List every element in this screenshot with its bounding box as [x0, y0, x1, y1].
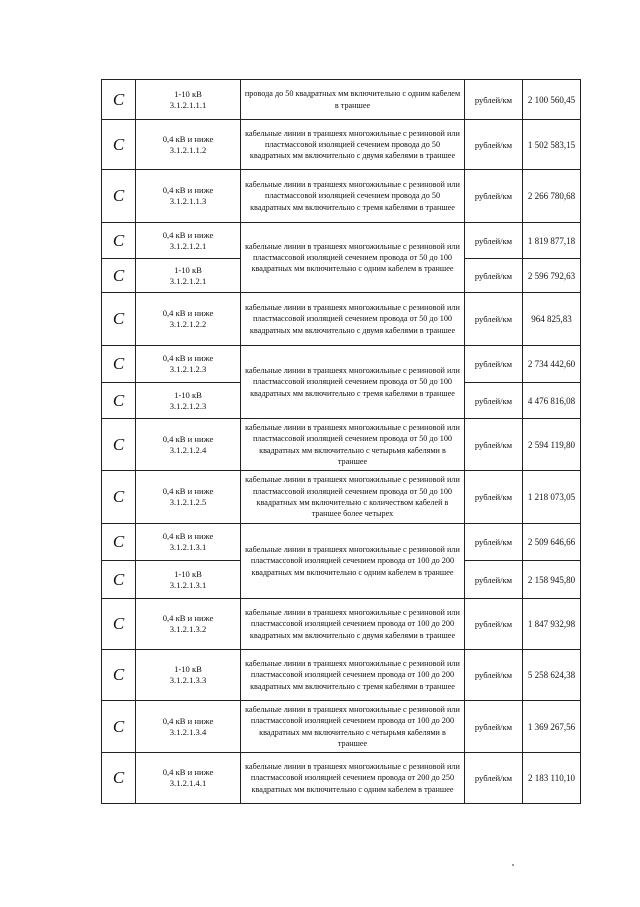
rate-value: 964 825,83 — [523, 293, 581, 346]
rate-symbol: C — [102, 471, 136, 524]
table-row — [102, 293, 581, 346]
table-row — [102, 471, 581, 524]
cable-line-description: кабельные линии в траншеях многожильные с резиновой или пластмассовой изоляцией сечением провода от 50 до 100 квадратных мм включительно с двумя кабелями в траншее — [241, 293, 465, 346]
voltage-class-code: 0,4 кВ и ниже 3.1.2.1.1.2 — [136, 120, 241, 170]
voltage-class-code: 1-10 кВ 3.1.2.1.1.1 — [136, 80, 241, 120]
voltage-class-code: 0,4 кВ и ниже 3.1.2.1.2.4 — [136, 419, 241, 471]
rate-symbol: C — [102, 419, 136, 471]
unit-cell: рублей/км — [465, 524, 523, 561]
cable-line-description: кабельные линии в траншеях многожильные с резиновой или пластмассовой изоляцией сечением провода от 50 до 100 квадратных мм включительно с четырьмя кабелями в траншее — [241, 419, 465, 471]
rate-symbol: C — [102, 650, 136, 701]
table-row — [102, 524, 581, 561]
rate-value: 5 258 624,38 — [523, 650, 581, 701]
rate-value: 1 847 932,98 — [523, 599, 581, 650]
scan-speck — [512, 864, 514, 866]
voltage-class-code: 0,4 кВ и ниже 3.1.2.1.2.5 — [136, 471, 241, 524]
rate-symbol: C — [102, 599, 136, 650]
cable-line-description: кабельные линии в траншеях многожильные с резиновой или пластмассовой изоляцией сечением провода от 200 до 250 квадратных мм включительно с одним кабелем в траншее — [241, 753, 465, 804]
table-row — [102, 701, 581, 753]
rate-symbol: C — [102, 524, 136, 561]
unit-cell: рублей/км — [465, 701, 523, 753]
cable-line-description: кабельные линии в траншеях многожильные с резиновой или пластмассовой изоляцией сечением провода от 100 до 200 квадратных мм включительно с одним кабелем в траншее — [241, 524, 465, 599]
cable-line-description: кабельные линии в траншеях многожильные с резиновой или пластмассовой изоляцией сечением провода до 50 квадратных мм включительно с тремя кабелями в траншее — [241, 170, 465, 223]
voltage-class-code: 0,4 кВ и ниже 3.1.2.1.2.1 — [136, 223, 241, 259]
cable-line-description: кабельные линии в траншеях многожильные с резиновой или пластмассовой изоляцией сечением провода от 50 до 100 квадратных мм включительно с одним кабелем в траншее — [241, 223, 465, 293]
unit-cell: рублей/км — [465, 346, 523, 383]
unit-cell: рублей/км — [465, 170, 523, 223]
cable-line-description: кабельные линии в траншеях многожильные с резиновой или пластмассовой изоляцией сечением провода от 100 до 200 квадратных мм включительно с четырьмя кабелями в траншее — [241, 701, 465, 753]
unit-cell: рублей/км — [465, 259, 523, 293]
rate-symbol: C — [102, 383, 136, 419]
rate-value: 4 476 816,08 — [523, 383, 581, 419]
cable-line-description: кабельные линии в траншеях многожильные с резиновой или пластмассовой изоляцией сечением провода от 100 до 200 квадратных мм включительно с тремя кабелями в траншее — [241, 650, 465, 701]
unit-cell: рублей/км — [465, 650, 523, 701]
rate-symbol: C — [102, 753, 136, 804]
cable-line-description: кабельные линии в траншеях многожильные с резиновой или пластмассовой изоляцией сечением провода от 50 до 100 квадратных мм включительно с тремя кабелями в траншее — [241, 346, 465, 419]
rate-symbol: C — [102, 259, 136, 293]
rate-symbol: C — [102, 346, 136, 383]
table-row — [102, 80, 581, 120]
table-row — [102, 223, 581, 259]
voltage-class-code: 0,4 кВ и ниже 3.1.2.1.3.2 — [136, 599, 241, 650]
voltage-class-code: 0,4 кВ и ниже 3.1.2.1.4.1 — [136, 753, 241, 804]
voltage-class-code: 0,4 кВ и ниже 3.1.2.1.2.2 — [136, 293, 241, 346]
table-row — [102, 419, 581, 471]
rate-value: 2 596 792,63 — [523, 259, 581, 293]
tariff-table-body — [102, 80, 581, 804]
voltage-class-code: 0,4 кВ и ниже 3.1.2.1.3.1 — [136, 524, 241, 561]
cable-line-description: провода до 50 квадратных мм включительно с одним кабелем в траншее — [241, 80, 465, 120]
rate-value: 2 100 560,45 — [523, 80, 581, 120]
table-row — [102, 120, 581, 170]
cable-line-description: кабельные линии в траншеях многожильные с резиновой или пластмассовой изоляцией сечением провода до 50 квадратных мм включительно с двумя кабелями в траншее — [241, 120, 465, 170]
unit-cell: рублей/км — [465, 383, 523, 419]
rate-value: 2 594 119,80 — [523, 419, 581, 471]
voltage-class-code: 1-10 кВ 3.1.2.1.2.1 — [136, 259, 241, 293]
table-row — [102, 650, 581, 701]
rate-value: 2 509 646,66 — [523, 524, 581, 561]
voltage-class-code: 1-10 кВ 3.1.2.1.3.1 — [136, 561, 241, 599]
cable-line-description: кабельные линии в траншеях многожильные с резиновой или пластмассовой изоляцией сечением провода от 50 до 100 квадратных мм включительно с количеством кабелей в траншее более четырех — [241, 471, 465, 524]
rate-value: 2 266 780,68 — [523, 170, 581, 223]
voltage-class-code: 0,4 кВ и ниже 3.1.2.1.1.3 — [136, 170, 241, 223]
rate-symbol: C — [102, 223, 136, 259]
table-row — [102, 753, 581, 804]
rate-value: 1 502 583,15 — [523, 120, 581, 170]
unit-cell: рублей/км — [465, 419, 523, 471]
unit-cell: рублей/км — [465, 223, 523, 259]
rate-symbol: C — [102, 561, 136, 599]
rate-value: 2 734 442,60 — [523, 346, 581, 383]
cable-line-description: кабельные линии в траншеях многожильные с резиновой или пластмассовой изоляцией сечением провода от 100 до 200 квадратных мм включительно с двумя кабелями в траншее — [241, 599, 465, 650]
table-row — [102, 170, 581, 223]
rate-value: 1 819 877,18 — [523, 223, 581, 259]
rate-value: 1 218 073,05 — [523, 471, 581, 524]
table-row — [102, 346, 581, 383]
unit-cell: рублей/км — [465, 293, 523, 346]
voltage-class-code: 1-10 кВ 3.1.2.1.3.3 — [136, 650, 241, 701]
rate-symbol: C — [102, 170, 136, 223]
unit-cell: рублей/км — [465, 471, 523, 524]
table-row — [102, 599, 581, 650]
voltage-class-code: 1-10 кВ 3.1.2.1.2.3 — [136, 383, 241, 419]
voltage-class-code: 0,4 кВ и ниже 3.1.2.1.3.4 — [136, 701, 241, 753]
tariff-table — [101, 79, 581, 804]
rate-symbol: C — [102, 293, 136, 346]
unit-cell: рублей/км — [465, 599, 523, 650]
rate-symbol: C — [102, 120, 136, 170]
unit-cell: рублей/км — [465, 80, 523, 120]
voltage-class-code: 0,4 кВ и ниже 3.1.2.1.2.3 — [136, 346, 241, 383]
unit-cell: рублей/км — [465, 753, 523, 804]
unit-cell: рублей/км — [465, 120, 523, 170]
rate-value: 2 158 945,80 — [523, 561, 581, 599]
rate-symbol: C — [102, 80, 136, 120]
rate-symbol: C — [102, 701, 136, 753]
rate-value: 2 183 110,10 — [523, 753, 581, 804]
unit-cell: рублей/км — [465, 561, 523, 599]
rate-value: 1 369 267,56 — [523, 701, 581, 753]
